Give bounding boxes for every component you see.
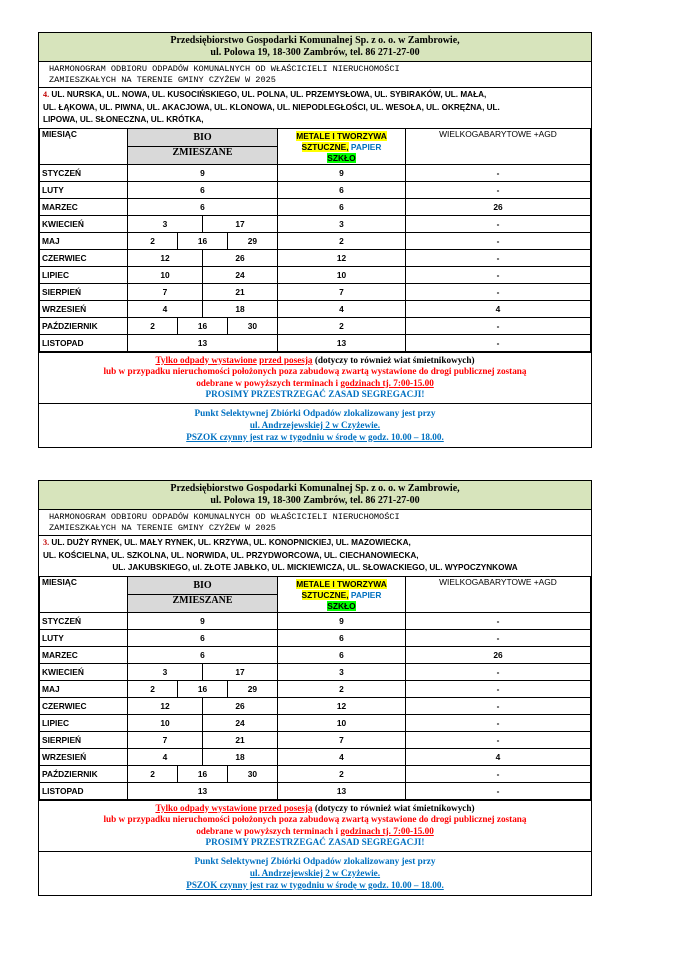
- mixed-dates-cell: [128, 317, 278, 334]
- plastic-label: SZTUCZNE,: [301, 141, 349, 152]
- metal-date-cell: 9: [278, 164, 406, 181]
- street-list: [39, 88, 591, 128]
- collection-notice: [39, 352, 591, 403]
- metal-date-cell: 2: [278, 680, 406, 697]
- notice-hours: godzinach tj. 7:00-15.00: [340, 377, 434, 388]
- pszok-hours: PSZOK czynny jest raz w tygodniu w środę w godz. 10.00 – 18.00.: [186, 431, 444, 442]
- month-cell: LISTOPAD: [40, 334, 128, 351]
- mixed-date: 12: [128, 250, 203, 266]
- month-cell: CZERWIEC: [40, 249, 128, 266]
- bulky-date-cell: -: [406, 334, 591, 351]
- month-header: MIESIĄC: [40, 576, 128, 612]
- bulky-date-cell: -: [406, 215, 591, 232]
- mixed-date: 2: [128, 766, 178, 782]
- mixed-dates-cell: 13: [128, 782, 278, 799]
- mixed-date: 30: [247, 768, 258, 779]
- bulky-date-cell: 26: [406, 646, 591, 663]
- notice-highlight-2: przed posesją: [259, 354, 313, 365]
- mixed-dates-cell: [128, 697, 278, 714]
- table-row: [40, 714, 591, 731]
- month-cell: LIPIEC: [40, 266, 128, 283]
- mixed-date: 12: [128, 698, 203, 714]
- mixed-header: ZMIESZANE: [128, 146, 278, 164]
- mixed-date: 16: [178, 766, 228, 782]
- mixed-date: 3: [128, 216, 203, 232]
- bio-header: BIO: [128, 128, 278, 146]
- bulky-date-cell: -: [406, 782, 591, 799]
- metal-date-cell: 2: [278, 765, 406, 782]
- mixed-dates-cell: 9: [128, 612, 278, 629]
- pszok-address: ul. Andrzejewskiej 2 w Czyżewie.: [249, 867, 381, 878]
- notice-text-2: lub w przypadku nieruchomości położonych poza zabudową zwartą wystawione do drogi publicznej zostaną: [103, 366, 527, 376]
- notice-highlight-2: przed posesją: [259, 802, 313, 813]
- metal-date-cell: 7: [278, 731, 406, 748]
- month-cell: KWIECIEŃ: [40, 663, 128, 680]
- streets-line1: UL. NURSKA, UL. NOWA, UL. KUSOCIŃSKIEGO, UL. POLNA, UL. PRZEMYSŁOWA, UL. SYBIRAKÓW, UL. MAŁA,: [49, 90, 487, 99]
- table-row: [40, 646, 591, 663]
- mixed-date: 7: [128, 732, 203, 748]
- table-row: [40, 612, 591, 629]
- mixed-dates-cell: [128, 300, 278, 317]
- mixed-date: 21: [235, 286, 245, 297]
- mixed-dates-cell: [128, 232, 278, 249]
- metal-date-cell: 2: [278, 317, 406, 334]
- table-row: [40, 748, 591, 765]
- mixed-dates-split: [128, 698, 277, 714]
- sector-number: 4.: [43, 90, 50, 99]
- metal-date-cell: 12: [278, 249, 406, 266]
- mixed-dates-row: [128, 267, 277, 283]
- mixed-dates-row: [128, 766, 277, 782]
- streets-line3: UL. JAKUBSKIEGO, ul. ZŁOTE JABŁKO, UL. MICKIEWICZA, UL. SŁOWACKIEGO, UL. WYPOCZYNKOWA: [112, 563, 518, 572]
- month-cell: STYCZEŃ: [40, 612, 128, 629]
- metal-date-cell: 7: [278, 283, 406, 300]
- mixed-dates-row: [128, 664, 277, 680]
- bulky-date-cell: -: [406, 731, 591, 748]
- mixed-dates-split: [128, 766, 277, 782]
- mixed-date: 16: [178, 318, 228, 334]
- month-cell: LISTOPAD: [40, 782, 128, 799]
- mixed-dates-cell: 9: [128, 164, 278, 181]
- mixed-date: 29: [247, 683, 258, 694]
- bulky-date-cell: 26: [406, 198, 591, 215]
- metal-date-cell: 3: [278, 663, 406, 680]
- mixed-date: 2: [128, 318, 178, 334]
- mixed-dates-cell: 6: [128, 198, 278, 215]
- notice-highlight-1: Tylko odpady wystawione: [155, 802, 257, 813]
- notice-hours: godzinach tj. 7:00-15.00: [340, 825, 434, 836]
- metal-date-cell: 2: [278, 232, 406, 249]
- mixed-dates-row: [128, 681, 277, 697]
- month-cell: MARZEC: [40, 646, 128, 663]
- company-name: Przedsiębiorstwo Gospodarki Komunalnej Sp. z o. o. w Zambrowie,: [170, 35, 460, 46]
- mixed-dates-split: [128, 233, 277, 249]
- mixed-dates-split: [128, 681, 277, 697]
- mixed-date: 2: [128, 681, 178, 697]
- mixed-dates-cell: [128, 283, 278, 300]
- mixed-date: 18: [235, 303, 245, 314]
- bulky-date-cell: -: [406, 266, 591, 283]
- month-cell: PAŹDZIERNIK: [40, 765, 128, 782]
- collection-notice: [39, 800, 591, 851]
- collection-table: [39, 128, 591, 352]
- bulky-date-cell: -: [406, 283, 591, 300]
- metal-date-cell: 6: [278, 198, 406, 215]
- metal-date-cell: 9: [278, 612, 406, 629]
- table-row: [40, 680, 591, 697]
- metal-date-cell: 3: [278, 215, 406, 232]
- mixed-dates-split: [128, 250, 277, 266]
- paper-label: PAPIER: [348, 589, 382, 600]
- bulky-date-cell: -: [406, 232, 591, 249]
- mixed-dates-cell: [128, 680, 278, 697]
- pszok-info: [39, 851, 591, 895]
- table-row: [40, 765, 591, 782]
- bulky-header: WIELKOGABARYTOWE +AGD: [406, 128, 591, 164]
- bulky-header: WIELKOGABARYTOWE +AGD: [406, 576, 591, 612]
- mixed-dates-row: [128, 698, 277, 714]
- streets-line1: UL. DUŻY RYNEK, UL. MAŁY RYNEK, UL. KRZYWA, UL. KONOPNICKIEJ, UL. MAZOWIECKA,: [49, 538, 411, 547]
- mixed-date: 16: [178, 233, 228, 249]
- schedule-title-line1: HARMONOGRAM ODBIORU ODPADÓW KOMUNALNYCH OD WŁAŚCICIELI NIERUCHOMOŚCI: [49, 64, 400, 74]
- month-cell: KWIECIEŃ: [40, 215, 128, 232]
- company-address: ul. Polowa 19, 18-300 Zambrów, tel. 86 271-27-00: [210, 495, 420, 506]
- company-header: [39, 481, 591, 510]
- metal-date-cell: 13: [278, 782, 406, 799]
- metal-date-cell: 4: [278, 300, 406, 317]
- metal-label: METALE I TWORZYWA: [296, 130, 387, 141]
- metal-date-cell: 6: [278, 181, 406, 198]
- table-row: [40, 317, 591, 334]
- mixed-date: 4: [128, 301, 203, 317]
- mixed-dates-row: [128, 284, 277, 300]
- mixed-dates-cell: [128, 266, 278, 283]
- mixed-dates-split: [128, 732, 277, 748]
- mixed-dates-row: [128, 318, 277, 334]
- mixed-date: 24: [235, 269, 245, 280]
- streets-line3: LIPOWA, UL. SŁONECZNA, UL. KRÓTKA,: [43, 115, 204, 124]
- schedule-title-line2: ZAMIESZKAŁYCH NA TERENIE GMINY CZYŻEW W 2025: [49, 522, 276, 533]
- table-row: [40, 782, 591, 799]
- mixed-dates-split: [128, 301, 277, 317]
- schedule-title-line1: HARMONOGRAM ODBIORU ODPADÓW KOMUNALNYCH OD WŁAŚCICIELI NIERUCHOMOŚCI: [49, 512, 400, 522]
- mixed-dates-cell: [128, 731, 278, 748]
- mixed-date: 18: [235, 751, 245, 762]
- table-row: [40, 249, 591, 266]
- metal-plastic-paper-glass-header: [278, 576, 406, 612]
- schedule-title: [39, 510, 591, 536]
- notice-text-1: (dotyczy to również wiat śmietnikowych): [312, 802, 475, 813]
- schedule-block-4: [38, 32, 592, 448]
- metal-plastic-paper-glass-header: [278, 128, 406, 164]
- table-row: [40, 629, 591, 646]
- mixed-dates-cell: [128, 215, 278, 232]
- streets-line2: UL. ŁĄKOWA, UL. PIWNA, UL. AKACJOWA, UL. KLONOWA, UL. NIEPODLEGŁOŚCI, UL. WESOŁA, UL. OKRĘŻNA, UL.: [43, 102, 500, 112]
- mixed-date: 21: [235, 734, 245, 745]
- mixed-dates-split: [128, 318, 277, 334]
- mixed-dates-cell: 6: [128, 646, 278, 663]
- mixed-dates-split: [128, 216, 277, 232]
- mixed-dates-split: [128, 664, 277, 680]
- month-cell: STYCZEŃ: [40, 164, 128, 181]
- metal-date-cell: 6: [278, 629, 406, 646]
- mixed-dates-split: [128, 284, 277, 300]
- month-cell: LUTY: [40, 181, 128, 198]
- table-row: [40, 232, 591, 249]
- month-cell: WRZESIEŃ: [40, 748, 128, 765]
- mixed-dates-row: [128, 233, 277, 249]
- month-cell: PAŹDZIERNIK: [40, 317, 128, 334]
- month-cell: SIERPIEŃ: [40, 731, 128, 748]
- month-cell: LIPIEC: [40, 714, 128, 731]
- notice-text-3: odebrane w powyższych terminach i: [196, 377, 341, 388]
- mixed-dates-row: [128, 301, 277, 317]
- table-row: [40, 266, 591, 283]
- metal-date-cell: 12: [278, 697, 406, 714]
- month-cell: WRZESIEŃ: [40, 300, 128, 317]
- pszok-info: [39, 403, 591, 447]
- metal-date-cell: 4: [278, 748, 406, 765]
- mixed-date: 3: [128, 664, 203, 680]
- month-cell: MAJ: [40, 232, 128, 249]
- mixed-date: 17: [235, 666, 245, 677]
- table-row: [40, 731, 591, 748]
- mixed-date: 16: [178, 681, 228, 697]
- pszok-hours: PSZOK czynny jest raz w tygodniu w środę w godz. 10.00 – 18.00.: [186, 879, 444, 890]
- mixed-date: 10: [128, 715, 203, 731]
- mixed-date: 26: [235, 700, 245, 711]
- table-header-row: [40, 576, 591, 594]
- mixed-dates-split: [128, 267, 277, 283]
- mixed-dates-split: [128, 749, 277, 765]
- table-row: [40, 300, 591, 317]
- mixed-date: 26: [235, 252, 245, 263]
- mixed-date: 7: [128, 284, 203, 300]
- bulky-date-cell: -: [406, 317, 591, 334]
- bulky-date-cell: -: [406, 680, 591, 697]
- month-cell: MAJ: [40, 680, 128, 697]
- schedule-title: [39, 62, 591, 88]
- glass-label: SZKŁO: [327, 152, 356, 163]
- mixed-dates-cell: 6: [128, 629, 278, 646]
- company-header: [39, 33, 591, 62]
- bulky-date-cell: 4: [406, 300, 591, 317]
- mixed-header: ZMIESZANE: [128, 594, 278, 612]
- bulky-date-cell: 4: [406, 748, 591, 765]
- glass-label: SZKŁO: [327, 600, 356, 611]
- mixed-dates-cell: 13: [128, 334, 278, 351]
- segregation-appeal: PROSIMY PRZESTRZEGAĆ ZASAD SEGREGACJI!: [205, 389, 425, 399]
- bulky-date-cell: -: [406, 612, 591, 629]
- table-row: [40, 697, 591, 714]
- paper-label: PAPIER: [348, 141, 382, 152]
- bulky-date-cell: -: [406, 714, 591, 731]
- plastic-label: SZTUCZNE,: [301, 589, 349, 600]
- mixed-dates-split: [128, 715, 277, 731]
- mixed-dates-cell: [128, 714, 278, 731]
- table-row: [40, 198, 591, 215]
- bulky-date-cell: -: [406, 765, 591, 782]
- mixed-date: 10: [128, 267, 203, 283]
- sector-number: 3.: [43, 538, 50, 547]
- bulky-date-cell: -: [406, 181, 591, 198]
- mixed-dates-row: [128, 715, 277, 731]
- pszok-line1: Punkt Selektywnej Zbiórki Odpadów zlokalizowany jest przy: [194, 407, 436, 418]
- schedule-title-line2: ZAMIESZKAŁYCH NA TERENIE GMINY CZYŻEW W 2025: [49, 74, 276, 85]
- bulky-date-cell: -: [406, 663, 591, 680]
- month-cell: LUTY: [40, 629, 128, 646]
- pszok-line1: Punkt Selektywnej Zbiórki Odpadów zlokalizowany jest przy: [194, 855, 436, 866]
- table-row: [40, 164, 591, 181]
- table-row: [40, 181, 591, 198]
- table-row: [40, 215, 591, 232]
- bulky-date-cell: -: [406, 164, 591, 181]
- metal-date-cell: 10: [278, 266, 406, 283]
- mixed-date: 4: [128, 749, 203, 765]
- metal-date-cell: 13: [278, 334, 406, 351]
- bulky-date-cell: -: [406, 249, 591, 266]
- bulky-date-cell: -: [406, 697, 591, 714]
- mixed-dates-row: [128, 732, 277, 748]
- mixed-date: 30: [247, 320, 258, 331]
- metal-label: METALE I TWORZYWA: [296, 578, 387, 589]
- mixed-dates-cell: [128, 249, 278, 266]
- metal-date-cell: 6: [278, 646, 406, 663]
- streets-line2: UL. KOŚCIELNA, UL. SZKOLNA, UL. NORWIDA, UL. PRZYDWORCOWA, UL. CIECHANOWIECKA,: [43, 550, 419, 560]
- street-list: [39, 536, 591, 576]
- mixed-dates-row: [128, 250, 277, 266]
- month-cell: SIERPIEŃ: [40, 283, 128, 300]
- mixed-dates-cell: [128, 765, 278, 782]
- segregation-appeal: PROSIMY PRZESTRZEGAĆ ZASAD SEGREGACJI!: [205, 837, 425, 847]
- month-header: MIESIĄC: [40, 128, 128, 164]
- notice-text-2: lub w przypadku nieruchomości położonych poza zabudową zwartą wystawione do drogi publicznej zostaną: [103, 814, 527, 824]
- mixed-dates-row: [128, 749, 277, 765]
- mixed-dates-row: [128, 216, 277, 232]
- metal-date-cell: 10: [278, 714, 406, 731]
- schedule-block-3: [38, 480, 592, 896]
- mixed-date: 24: [235, 717, 245, 728]
- bio-header: BIO: [128, 576, 278, 594]
- company-address: ul. Polowa 19, 18-300 Zambrów, tel. 86 271-27-00: [210, 47, 420, 58]
- mixed-dates-cell: 6: [128, 181, 278, 198]
- table-row: [40, 283, 591, 300]
- bulky-date-cell: -: [406, 629, 591, 646]
- mixed-date: 2: [128, 233, 178, 249]
- notice-text-3: odebrane w powyższych terminach i: [196, 825, 341, 836]
- mixed-date: 29: [247, 235, 258, 246]
- mixed-date: 17: [235, 218, 245, 229]
- table-row: [40, 334, 591, 351]
- company-name: Przedsiębiorstwo Gospodarki Komunalnej Sp. z o. o. w Zambrowie,: [170, 483, 460, 494]
- month-cell: CZERWIEC: [40, 697, 128, 714]
- mixed-dates-cell: [128, 748, 278, 765]
- table-header-row: [40, 128, 591, 146]
- notice-highlight-1: Tylko odpady wystawione: [155, 354, 257, 365]
- pszok-address: ul. Andrzejewskiej 2 w Czyżewie.: [249, 419, 381, 430]
- mixed-dates-cell: [128, 663, 278, 680]
- table-row: [40, 663, 591, 680]
- collection-table: [39, 576, 591, 800]
- notice-text-1: (dotyczy to również wiat śmietnikowych): [312, 354, 475, 365]
- month-cell: MARZEC: [40, 198, 128, 215]
